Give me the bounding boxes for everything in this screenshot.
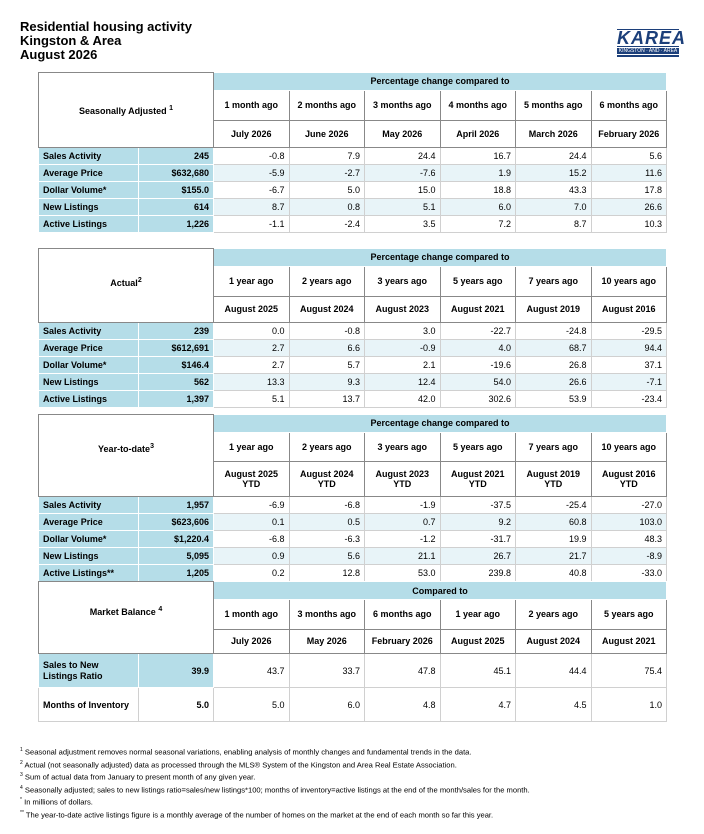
change-cell: -6.8: [214, 531, 290, 548]
change-cell: 4.5: [516, 688, 592, 722]
change-cell: 60.8: [516, 514, 592, 531]
date-header: August 2021: [591, 629, 667, 653]
change-cell: 15.0: [365, 182, 441, 199]
row-value: 5,095: [139, 548, 214, 565]
period-header: 2 years ago: [289, 432, 365, 461]
row-label: New Listings: [39, 374, 139, 391]
footnote: $^1$ Seasonal adjustment removes normal seasonal variations, enabling analysis of monthly changes and fundamental trends in the data.: [20, 747, 472, 757]
change-cell: 11.6: [591, 165, 667, 182]
change-cell: 4.0: [440, 340, 516, 357]
change-cell: -23.4: [591, 391, 667, 408]
change-cell: -0.9: [365, 340, 441, 357]
row-label: New Listings: [39, 548, 139, 565]
change-cell: 4.7: [440, 688, 516, 722]
change-cell: 8.7: [214, 199, 290, 216]
date-header: February 2026: [591, 120, 667, 147]
change-cell: 3.0: [365, 323, 441, 340]
change-cell: 13.3: [214, 374, 290, 391]
group-header: Compared to: [214, 582, 667, 600]
change-cell: 6.0: [289, 688, 365, 722]
date-header: July 2026: [214, 120, 290, 147]
date-header: March 2026: [516, 120, 592, 147]
date-header: August 2025: [440, 629, 516, 653]
footnote: $^3$ Sum of actual data from January to present month of any given year.: [20, 772, 256, 782]
change-cell: 5.1: [365, 199, 441, 216]
table-row: [39, 148, 667, 165]
change-cell: 3.5: [365, 216, 441, 233]
change-cell: 0.1: [214, 514, 290, 531]
change-cell: 5.7: [289, 357, 365, 374]
period-header: 4 months ago: [440, 90, 516, 120]
change-cell: -6.9: [214, 497, 290, 514]
change-cell: 43.3: [516, 182, 592, 199]
change-cell: -7.1: [591, 374, 667, 391]
change-cell: 2.7: [214, 357, 290, 374]
change-cell: 1.0: [591, 688, 667, 722]
seasonally-adjusted-table: [38, 72, 667, 233]
row-label: Average Price: [39, 165, 139, 182]
period-header: 5 years ago: [440, 432, 516, 461]
period-header: 5 months ago: [516, 90, 592, 120]
footnote: ** The year-to-date active listings figure is a monthly average of the number of homes on the market at the end of each month so far this year.: [20, 809, 494, 820]
date-header: August 2023 YTD: [365, 462, 441, 497]
row-label: Active Listings: [39, 391, 139, 408]
period-header: 3 years ago: [365, 266, 441, 296]
change-cell: 24.4: [365, 148, 441, 165]
date-header: August 2025: [214, 296, 290, 322]
date-header: May 2026: [289, 629, 365, 653]
change-cell: 21.7: [516, 548, 592, 565]
change-cell: 5.6: [289, 548, 365, 565]
row-label: Average Price: [39, 340, 139, 357]
change-cell: 26.6: [516, 374, 592, 391]
row-label: Months of Inventory: [39, 688, 139, 722]
row-value: $146.4: [139, 357, 214, 374]
table-row: [39, 688, 667, 722]
group-header: Percentage change compared to: [214, 249, 667, 267]
period-header: 1 year ago: [440, 600, 516, 630]
row-label: Dollar Volume*: [39, 182, 139, 199]
report-subtitle: Kingston & Area: [20, 33, 122, 48]
group-header: Percentage change compared to: [214, 73, 667, 91]
change-cell: -1.2: [365, 531, 441, 548]
change-cell: 12.4: [365, 374, 441, 391]
change-cell: -22.7: [440, 323, 516, 340]
row-value: $632,680: [139, 165, 214, 182]
change-cell: 53.9: [516, 391, 592, 408]
change-cell: -29.5: [591, 323, 667, 340]
period-header: 10 years ago: [591, 432, 667, 461]
change-cell: -2.4: [289, 216, 365, 233]
date-header: August 2024 YTD: [289, 462, 365, 497]
period-header: 1 year ago: [214, 432, 290, 461]
row-label: Sales Activity: [39, 323, 139, 340]
row-value: $155.0: [139, 182, 214, 199]
row-value: 245: [139, 148, 214, 165]
report-date: August 2026: [20, 47, 98, 62]
change-cell: 103.0: [591, 514, 667, 531]
period-header: 3 years ago: [365, 432, 441, 461]
change-cell: -6.7: [214, 182, 290, 199]
row-value: 1,957: [139, 497, 214, 514]
change-cell: 4.8: [365, 688, 441, 722]
change-cell: -25.4: [516, 497, 592, 514]
row-value: $623,606: [139, 514, 214, 531]
date-header: July 2026: [214, 629, 290, 653]
table-row: [39, 165, 667, 182]
change-cell: 40.8: [516, 565, 592, 582]
change-cell: 0.9: [214, 548, 290, 565]
change-cell: 8.7: [516, 216, 592, 233]
karea-logo: [617, 24, 687, 54]
change-cell: 16.7: [440, 148, 516, 165]
change-cell: -24.8: [516, 323, 592, 340]
change-cell: 24.4: [516, 148, 592, 165]
change-cell: -31.7: [440, 531, 516, 548]
table-row: [39, 548, 667, 565]
section-title: Actual$^2$: [39, 249, 214, 323]
change-cell: 5.1: [214, 391, 290, 408]
period-header: 2 months ago: [289, 90, 365, 120]
row-value: 614: [139, 199, 214, 216]
change-cell: 94.4: [591, 340, 667, 357]
report-title: Residential housing activity: [20, 19, 192, 34]
row-value: 39.9: [139, 654, 214, 688]
period-header: 2 years ago: [516, 600, 592, 630]
change-cell: -6.3: [289, 531, 365, 548]
change-cell: 44.4: [516, 654, 592, 688]
change-cell: -19.6: [440, 357, 516, 374]
change-cell: 6.6: [289, 340, 365, 357]
date-header: August 2016 YTD: [591, 462, 667, 497]
change-cell: 0.7: [365, 514, 441, 531]
row-label: Average Price: [39, 514, 139, 531]
table-row: [39, 514, 667, 531]
period-header: 1 year ago: [214, 266, 290, 296]
change-cell: 1.9: [440, 165, 516, 182]
table-row: [39, 654, 667, 688]
change-cell: 2.1: [365, 357, 441, 374]
change-cell: 54.0: [440, 374, 516, 391]
row-label: Sales Activity: [39, 148, 139, 165]
change-cell: -6.8: [289, 497, 365, 514]
change-cell: -1.9: [365, 497, 441, 514]
change-cell: 26.7: [440, 548, 516, 565]
change-cell: -8.9: [591, 548, 667, 565]
period-header: 5 years ago: [440, 266, 516, 296]
table-row: [39, 531, 667, 548]
change-cell: 12.8: [289, 565, 365, 582]
period-header: 7 years ago: [516, 432, 592, 461]
change-cell: 5.0: [214, 688, 290, 722]
change-cell: 33.7: [289, 654, 365, 688]
change-cell: 26.6: [591, 199, 667, 216]
market-balance-table: [38, 581, 667, 722]
change-cell: 15.2: [516, 165, 592, 182]
period-header: 5 years ago: [591, 600, 667, 630]
footnote: $^4$ Seasonally adjusted; sales to new listings ratio=sales/new listings*100; months of inventory=active listings at the end of the month/sales for the month.: [20, 784, 530, 795]
actual-table: [38, 248, 667, 408]
date-header: August 2019 YTD: [516, 462, 592, 497]
period-header: 1 month ago: [214, 90, 290, 120]
table-row: [39, 565, 667, 582]
change-cell: -37.5: [440, 497, 516, 514]
period-header: 6 months ago: [591, 90, 667, 120]
row-value: 1,397: [139, 391, 214, 408]
row-label: Active Listings**: [39, 565, 139, 582]
date-header: August 2021: [440, 296, 516, 322]
change-cell: 42.0: [365, 391, 441, 408]
change-cell: 9.3: [289, 374, 365, 391]
footnotes: [20, 745, 530, 820]
row-label: Sales to New Listings Ratio: [39, 654, 139, 688]
date-header: May 2026: [365, 120, 441, 147]
change-cell: -0.8: [214, 148, 290, 165]
date-header: August 2025 YTD: [214, 462, 290, 497]
table-row: [39, 182, 667, 199]
change-cell: 53.0: [365, 565, 441, 582]
change-cell: 6.0: [440, 199, 516, 216]
row-label: New Listings: [39, 199, 139, 216]
change-cell: 0.5: [289, 514, 365, 531]
change-cell: 0.8: [289, 199, 365, 216]
change-cell: 17.8: [591, 182, 667, 199]
row-value: 5.0: [139, 688, 214, 722]
change-cell: 43.7: [214, 654, 290, 688]
change-cell: 5.0: [289, 182, 365, 199]
table-row: [39, 199, 667, 216]
date-header: June 2026: [289, 120, 365, 147]
change-cell: 0.0: [214, 323, 290, 340]
change-cell: 47.8: [365, 654, 441, 688]
row-value: 239: [139, 323, 214, 340]
row-value: 1,205: [139, 565, 214, 582]
change-cell: 10.3: [591, 216, 667, 233]
period-header: 1 month ago: [214, 600, 290, 630]
change-cell: 45.1: [440, 654, 516, 688]
change-cell: -27.0: [591, 497, 667, 514]
table-row: [39, 323, 667, 340]
date-header: August 2023: [365, 296, 441, 322]
change-cell: 21.1: [365, 548, 441, 565]
change-cell: 37.1: [591, 357, 667, 374]
section-title: Year-to-date$^3$: [39, 415, 214, 497]
date-header: August 2016: [591, 296, 667, 322]
change-cell: 26.8: [516, 357, 592, 374]
change-cell: 5.6: [591, 148, 667, 165]
change-cell: 13.7: [289, 391, 365, 408]
period-header: 2 years ago: [289, 266, 365, 296]
change-cell: 68.7: [516, 340, 592, 357]
row-value: 1,226: [139, 216, 214, 233]
change-cell: -33.0: [591, 565, 667, 582]
group-header: Percentage change compared to: [214, 415, 667, 433]
row-value: $612,691: [139, 340, 214, 357]
change-cell: 7.2: [440, 216, 516, 233]
table-row: [39, 391, 667, 408]
date-header: February 2026: [365, 629, 441, 653]
change-cell: -1.1: [214, 216, 290, 233]
row-label: Active Listings: [39, 216, 139, 233]
period-header: 3 months ago: [365, 90, 441, 120]
year-to-date-table: [38, 414, 667, 582]
period-header: 6 months ago: [365, 600, 441, 630]
change-cell: 48.3: [591, 531, 667, 548]
footnote: $^2$ Actual (not seasonally adjusted) data as processed through the MLS® System of the Kingston and Area Real Estate Association.: [20, 759, 457, 770]
logo-text: KAREA: [617, 28, 687, 48]
change-cell: 302.6: [440, 391, 516, 408]
table-row: [39, 340, 667, 357]
footnote: * In millions of dollars.: [20, 797, 93, 807]
change-cell: 9.2: [440, 514, 516, 531]
period-header: 3 months ago: [289, 600, 365, 630]
row-value: $1,220.4: [139, 531, 214, 548]
row-label: Dollar Volume*: [39, 531, 139, 548]
row-value: 562: [139, 374, 214, 391]
change-cell: 75.4: [591, 654, 667, 688]
date-header: April 2026: [440, 120, 516, 147]
table-row: [39, 497, 667, 514]
date-header: August 2024: [289, 296, 365, 322]
section-title: Market Balance $^4$: [39, 582, 214, 654]
change-cell: 18.8: [440, 182, 516, 199]
change-cell: 0.2: [214, 565, 290, 582]
section-title: Seasonally Adjusted $^1$: [39, 73, 214, 148]
logo-subtext: KINGSTON · AND · AREA: [618, 48, 678, 54]
date-header: August 2019: [516, 296, 592, 322]
change-cell: -0.8: [289, 323, 365, 340]
change-cell: -2.7: [289, 165, 365, 182]
date-header: August 2024: [516, 629, 592, 653]
row-label: Dollar Volume*: [39, 357, 139, 374]
change-cell: 239.8: [440, 565, 516, 582]
change-cell: 7.0: [516, 199, 592, 216]
change-cell: 7.9: [289, 148, 365, 165]
row-label: Sales Activity: [39, 497, 139, 514]
change-cell: -7.6: [365, 165, 441, 182]
table-row: [39, 357, 667, 374]
period-header: 7 years ago: [516, 266, 592, 296]
table-row: [39, 374, 667, 391]
table-row: [39, 216, 667, 233]
date-header: August 2021 YTD: [440, 462, 516, 497]
change-cell: 19.9: [516, 531, 592, 548]
change-cell: -5.9: [214, 165, 290, 182]
change-cell: 2.7: [214, 340, 290, 357]
period-header: 10 years ago: [591, 266, 667, 296]
report-header: [20, 20, 192, 62]
